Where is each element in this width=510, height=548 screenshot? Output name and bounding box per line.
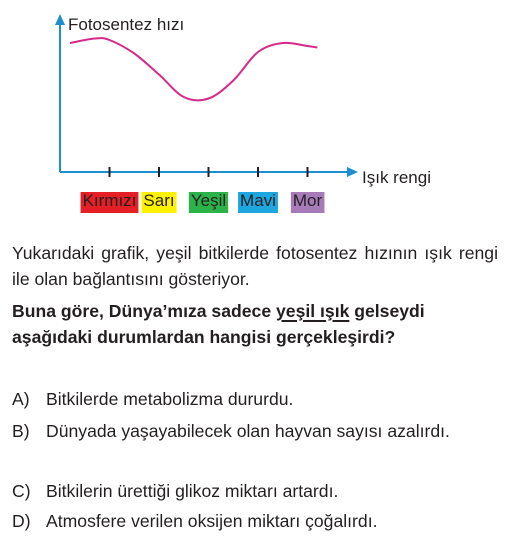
- category-label-4: Mor: [292, 191, 323, 210]
- question-intro: Yukarıdaki grafik, yeşil bitkilerde fotosentez hızının ışık rengi ile olan bağlantısını gösteriyor.: [12, 243, 498, 289]
- question-stem: [12, 298, 498, 350]
- question-stem-end: gelseydi aşağıdaki durumlardan hangisi gerçekleşirdi?: [12, 301, 425, 347]
- option-d-text: Atmosfere verilen oksijen miktarı çoğalırdı.: [46, 511, 378, 531]
- option-b-letter: B): [12, 421, 30, 441]
- option-d[interactable]: [12, 508, 498, 535]
- series-line-0: [70, 38, 318, 100]
- option-c-text: Bitkilerin ürettiği glikoz miktarı artardı.: [46, 481, 339, 501]
- option-a[interactable]: [12, 386, 498, 413]
- y-axis-arrow: [55, 14, 65, 25]
- category-label-1: Sarı: [143, 191, 175, 210]
- x-axis-label: Işık rengi: [362, 168, 431, 187]
- option-b[interactable]: [12, 418, 498, 445]
- option-d-letter: D): [12, 511, 31, 531]
- option-b-text: Dünyada yaşayabilecek olan hayvan sayısı azalırdı.: [46, 421, 450, 441]
- question-stem-start: Buna göre, Dünya’mıza sadece: [12, 301, 276, 321]
- category-label-3: Mavi: [240, 191, 276, 210]
- y-axis-label: Fotosentez hızı: [68, 15, 185, 34]
- option-a-letter: A): [12, 389, 30, 409]
- option-a-text: Bitkilerde metabolizma dururdu.: [46, 389, 294, 409]
- option-c-letter: C): [12, 481, 31, 501]
- option-c[interactable]: [12, 478, 498, 505]
- x-axis-arrow: [347, 167, 358, 177]
- category-label-2: Yeşil: [190, 191, 227, 210]
- photosynthesis-rate-chart: [0, 0, 510, 230]
- category-label-0: Kırmızı: [82, 191, 137, 210]
- question-stem-underlined: yeşil ışık: [276, 301, 350, 321]
